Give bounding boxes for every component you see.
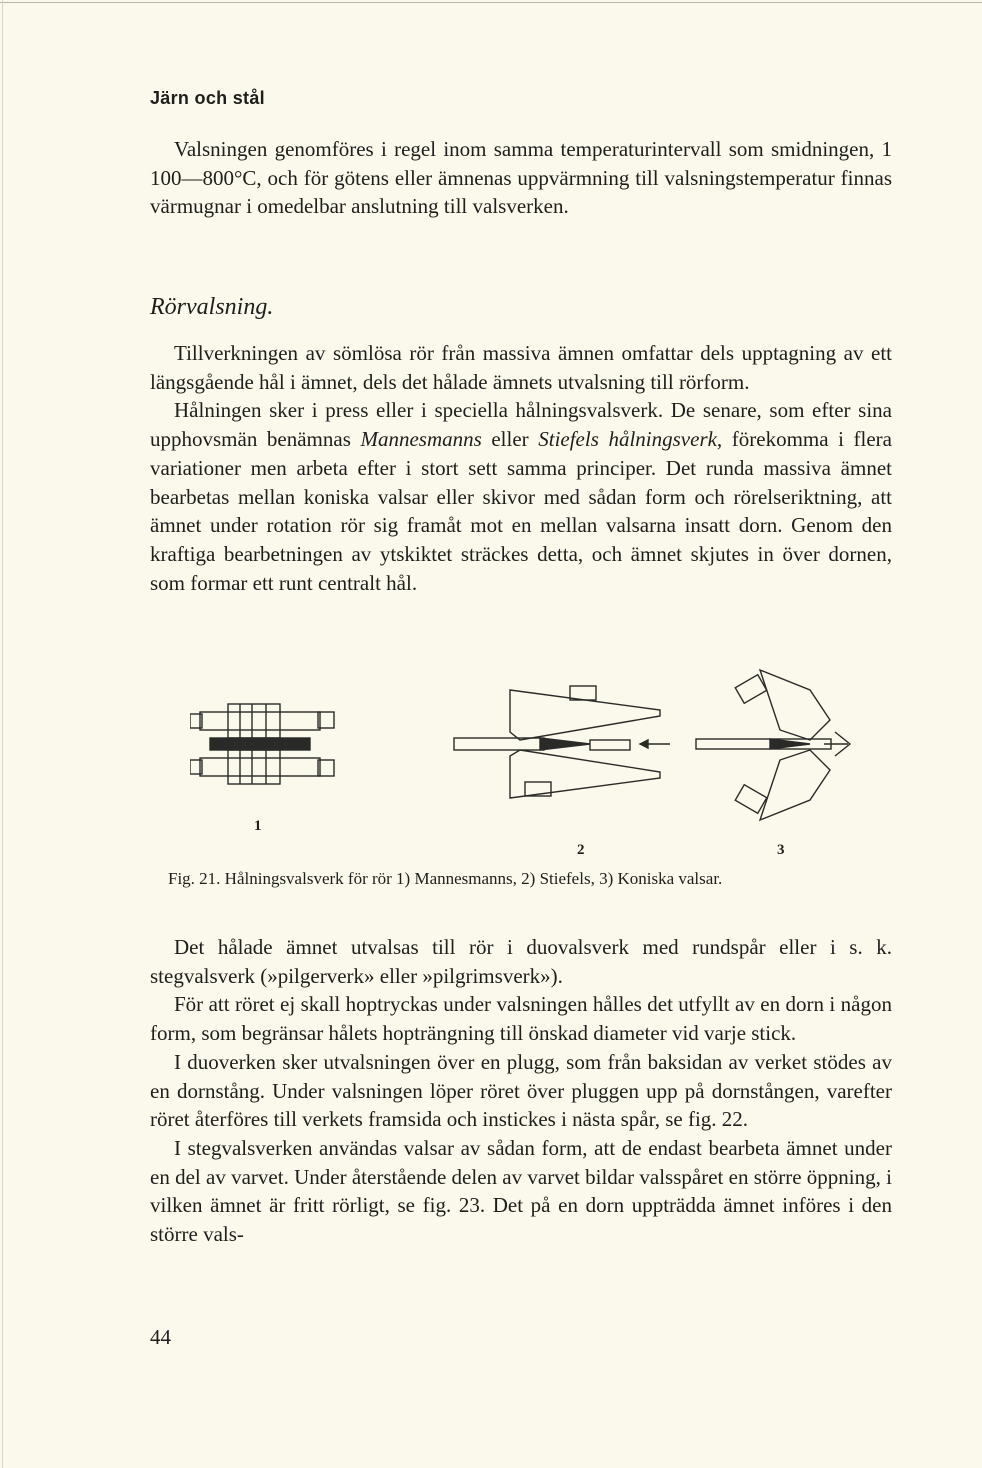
figure-label-1: 1 bbox=[254, 818, 262, 834]
figure-caption: Fig. 21. Hålningsvalsverk för rör 1) Mannesmanns, 2) Stiefels, 3) Koniska valsar. bbox=[168, 869, 723, 888]
intro-text: Valsningen genomföres i regel inom samma temperaturintervall som smidningen, 1 100—800°C, och för götens eller ämnenas uppvärmning till valsningstemperatur finnas värmugnar i omedelbar anslutning till valsverken. bbox=[150, 137, 892, 219]
p2-text-a: Hålningen sker i press eller i speciella hålningsvalsverk. De senare, som efter sina upphovsmän benämnas bbox=[150, 398, 892, 452]
page-number: 44 bbox=[150, 1325, 171, 1349]
figure-21-illustration bbox=[190, 660, 870, 850]
p2-text-b: eller bbox=[481, 427, 539, 452]
page-left-border bbox=[2, 0, 3, 1468]
conical-rolls-diagram bbox=[696, 670, 850, 820]
figure-21 bbox=[190, 660, 870, 858]
intro-paragraph bbox=[150, 135, 892, 221]
paragraph-6: I stegvalsverken användas valsar av sådan form, att de endast bearbeta ämnet under en del av varvet. Under återstående delen av varvet bildar valsspåret en större öppning, i vilken ämnet är fritt rörligt, se fig. 23. Det på en dorn uppträdda ämnet införes i den större vals- bbox=[150, 1135, 892, 1247]
paragraph-2 bbox=[150, 396, 892, 597]
paragraph-3: Det hålade ämnet utvalsas till rör i duovalsverk med rundspår eller i s. k. stegvalsverk (»pilgerverk» eller »pilgrimsverk»). bbox=[150, 935, 892, 988]
body-upper bbox=[150, 339, 892, 597]
p2-text-c: förekomma i flera variationer men arbeta efter i stort sett samma principer. Det runda massiva ämnet bearbetas mellan koniska valsar eller skivor med sådan form och rörelseriktning, att ämnet under rotation rör sig framåt mot en mellan valsarna insatt dorn. Genom den kraftiga bearbetningen av ytskiktet sträckes detta, och ämnet skjutes in över dornen, som formar ett runt centralt hål. bbox=[150, 427, 892, 595]
mannesmann-rolls-diagram bbox=[190, 704, 334, 784]
stiefel-disc-diagram bbox=[454, 686, 670, 798]
page-top-border bbox=[0, 2, 982, 3]
paragraph-5: I duoverken sker utvalsningen över en plugg, som från baksidan av verket stödes av en dornstång. Under valsningen löper röret över pluggen upp på dornstången, varefter röret återföres till verkets framsida och instickes i nästa spår, se fig. 22. bbox=[150, 1049, 892, 1132]
figure-label-3: 3 bbox=[777, 842, 785, 858]
paragraph-4: För att röret ej skall hoptryckas under valsningen hålles det utfyllt av en dorn i någon form, som begränsar hålets hopträngning till önskad diameter vid varje stick. bbox=[150, 992, 892, 1046]
p2-emphasis-stiefels: Stiefels hålningsverk, bbox=[538, 427, 723, 452]
running-header: Järn och stål bbox=[150, 88, 265, 108]
paragraph-1: Tillverkningen av sömlösa rör från massiva ämnen omfattar dels upptagning av ett längsgående hål i ämnet, dels det hålade ämnets utvalsning till rörform. bbox=[150, 341, 892, 394]
figure-label-2: 2 bbox=[577, 842, 585, 858]
body-lower bbox=[150, 933, 892, 1249]
section-heading: Rörvalsning. bbox=[150, 294, 274, 320]
p2-emphasis-mannesmanns: Mannesmanns bbox=[360, 427, 482, 452]
